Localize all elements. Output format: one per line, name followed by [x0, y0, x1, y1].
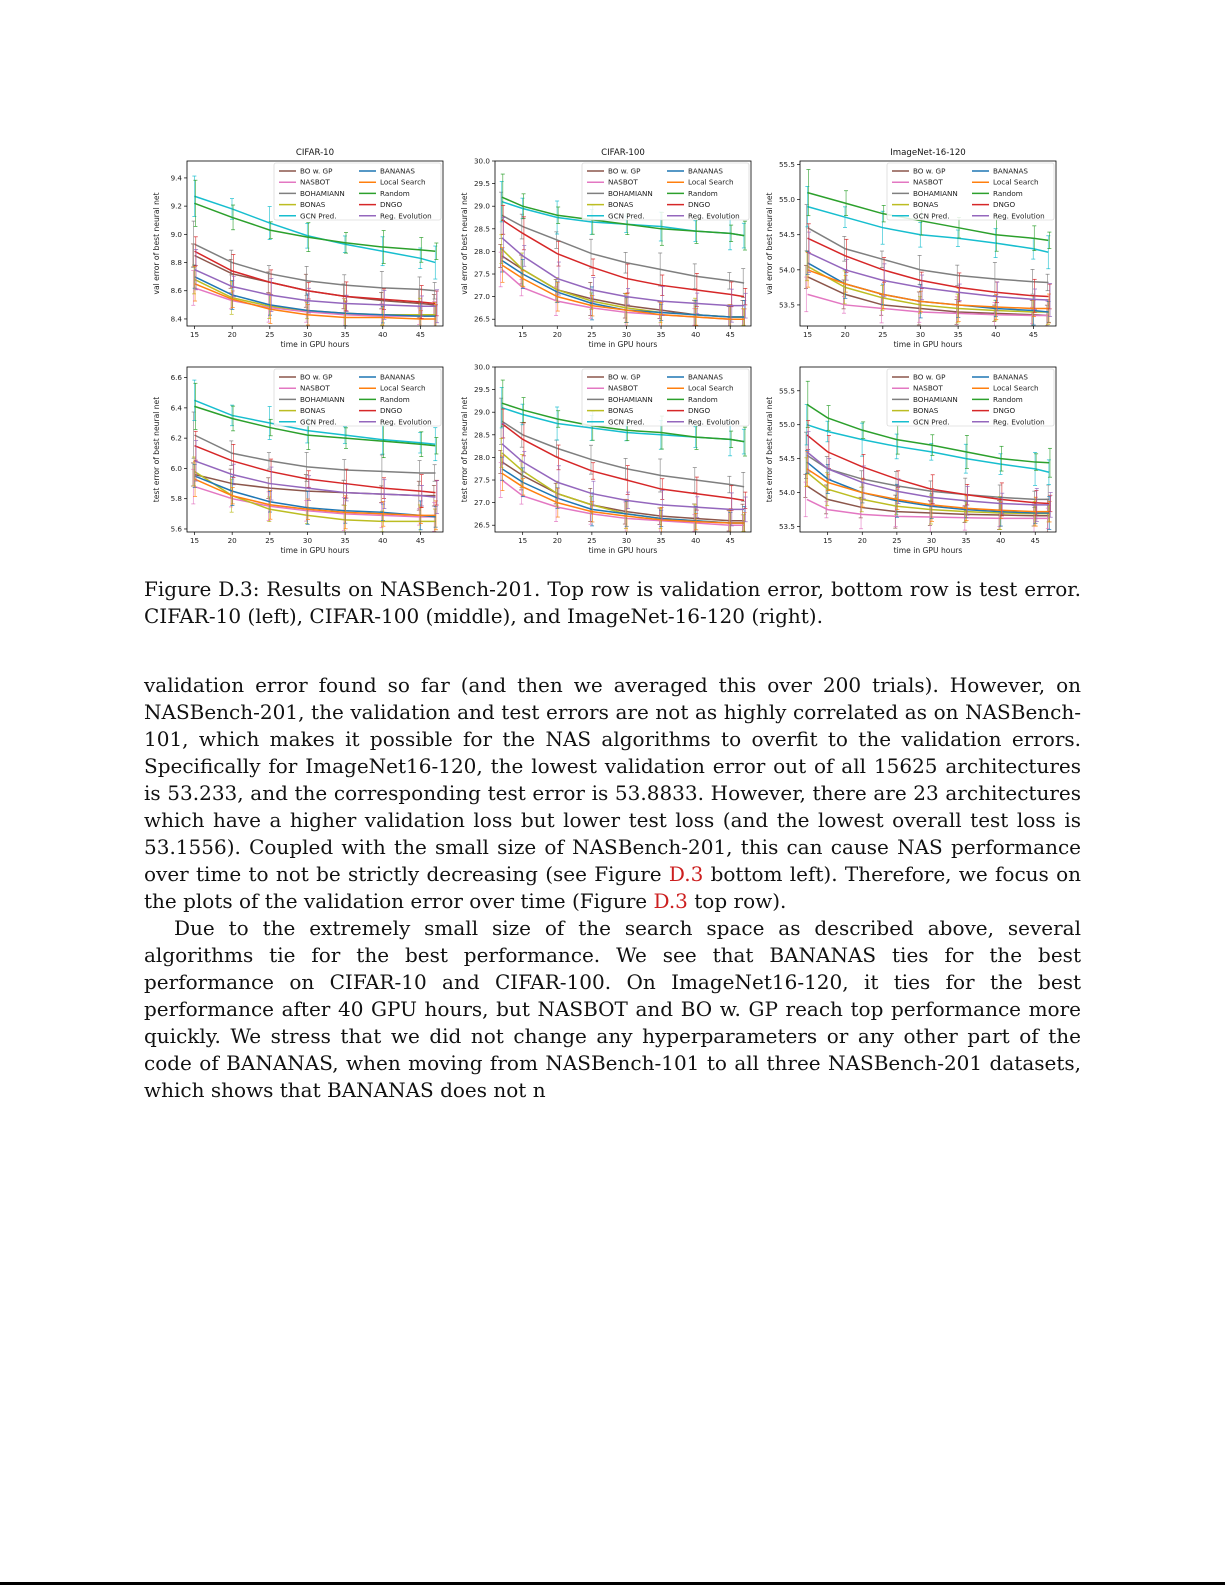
series-bo-gp [191, 463, 436, 510]
x-tick-label: 15 [189, 536, 200, 545]
x-axis-label: time in GPU hours [893, 546, 963, 555]
x-tick-label: 30 [302, 536, 313, 545]
legend-label: Random [993, 394, 1023, 404]
figure-d3-grid [150, 140, 1080, 570]
y-axis-label: val error of best neural net [152, 192, 161, 295]
y-tick-label: 28.0 [473, 452, 490, 462]
x-tick-label: 30 [621, 536, 632, 545]
legend-label: BONAS [608, 200, 634, 210]
legend-label: BANANAS [993, 372, 1028, 382]
legend-label: NASBOT [913, 383, 943, 393]
legend-label: Local Search [688, 177, 734, 187]
figure-d3 [150, 140, 1080, 570]
chart-panel-bottom-middle [460, 363, 751, 556]
x-tick-label: 20 [227, 330, 237, 339]
legend-label: Random [380, 188, 410, 198]
x-tick-label: 30 [915, 330, 926, 339]
legend-label: BOHAMIANN [913, 188, 958, 198]
y-tick-label: 9.4 [170, 173, 182, 183]
y-axis-label: val error of best neural net [765, 192, 774, 295]
series-local-search [500, 248, 746, 334]
legend-label: BANANAS [688, 166, 723, 176]
chart-title: CIFAR-10 [295, 148, 335, 158]
y-tick-label: 8.4 [170, 314, 182, 324]
y-tick-label: 27.0 [473, 498, 490, 508]
legend-label: BOHAMIANN [300, 188, 345, 198]
x-tick-label: 15 [518, 536, 528, 545]
x-tick-label: 25 [892, 536, 902, 545]
legend-label: Reg. Evolution [993, 211, 1045, 221]
x-axis-label: time in GPU hours [588, 546, 658, 555]
y-tick-label: 55.0 [778, 195, 795, 205]
series-line [502, 421, 744, 487]
legend-label: BONAS [913, 406, 939, 416]
x-axis-label: time in GPU hours [588, 340, 658, 349]
series-line [502, 444, 744, 510]
legend-label: Local Search [380, 177, 426, 187]
legend-label: BO w. GP [608, 166, 641, 176]
y-tick-label: 54.0 [778, 488, 795, 498]
legend-label: NASBOT [913, 177, 943, 187]
legend-label: Reg. Evolution [380, 417, 432, 427]
x-tick-label: 40 [996, 536, 1006, 545]
paragraph-2: Due to the extremely small size of the search space as described above, several algorithms tie for the best performance. We see that BANANAS ties for the best performance on CIFAR-10 and CIFAR-100. On ImageNet16-120, it ties for the best performance after 40 GPU hours, but NASBOT and BO w. GP reach top performance more quickly. We stress that we did not change any hyperparameters or any other part of the code of BANANAS, when moving from NASBench-101 to all three NASBench-201 datasets, which shows that BANANAS does not n [144, 916, 1081, 1102]
legend-label: Local Search [993, 383, 1039, 393]
legend-label: Random [688, 188, 718, 198]
legend-label: BANANAS [688, 372, 723, 382]
legend-label: DNGO [380, 406, 403, 416]
chart-panel-bottom-right [765, 367, 1056, 555]
y-axis-label: test error of best neural net [460, 396, 469, 503]
legend-label: BO w. GP [913, 372, 946, 382]
paragraph-1-part-2: bottom left). Therefore, we focus on the plots of the validation error over time (Figure [144, 862, 1082, 913]
legend-label: BANANAS [993, 166, 1028, 176]
legend-label: Reg. Evolution [380, 211, 432, 221]
legend-label: NASBOT [300, 383, 330, 393]
legend-label: Local Search [688, 383, 734, 393]
x-tick-label: 45 [415, 330, 425, 339]
x-tick-label: 15 [802, 330, 813, 339]
legend-label: GCN Pred. [300, 211, 337, 221]
y-tick-label: 27.0 [473, 292, 490, 302]
body-text [144, 672, 1081, 1104]
x-tick-label: 20 [552, 330, 562, 339]
x-tick-label: 25 [878, 330, 888, 339]
y-tick-label: 53.5 [778, 300, 795, 310]
legend-label: GCN Pred. [913, 211, 950, 221]
x-tick-label: 25 [265, 536, 275, 545]
series-line [502, 249, 744, 317]
x-tick-label: 15 [518, 330, 528, 339]
x-tick-label: 20 [227, 536, 237, 545]
chart-legend [582, 163, 749, 220]
legend-label: DNGO [993, 200, 1016, 210]
y-tick-label: 29.5 [473, 385, 490, 395]
legend-label: Local Search [380, 383, 426, 393]
x-axis-label: time in GPU hours [280, 340, 350, 349]
y-tick-label: 55.0 [778, 420, 795, 430]
series-bonas [805, 252, 1050, 329]
legend-label: Local Search [993, 177, 1039, 187]
legend-label: Reg. Evolution [993, 417, 1045, 427]
legend-label: NASBOT [300, 177, 330, 187]
y-tick-label: 30.0 [473, 362, 490, 372]
series-line [502, 480, 744, 525]
x-tick-label: 40 [691, 536, 701, 545]
x-tick-label: 40 [691, 330, 701, 339]
series-line [502, 260, 744, 317]
chart-title: CIFAR-100 [601, 148, 645, 158]
paragraph-1-part-3: top row). [687, 889, 787, 913]
chart-legend [274, 369, 441, 426]
y-tick-label: 29.0 [473, 201, 490, 211]
legend-label: GCN Pred. [913, 417, 950, 427]
figure-ref-link[interactable]: D.3 [668, 862, 704, 886]
chart-legend [274, 163, 441, 220]
y-tick-label: 26.5 [473, 314, 490, 324]
series-line [502, 453, 744, 523]
chart-legend [887, 369, 1054, 426]
legend-label: BOHAMIANN [300, 394, 345, 404]
x-tick-label: 35 [340, 330, 350, 339]
x-tick-label: 15 [189, 330, 200, 339]
legend-label: Reg. Evolution [688, 211, 740, 221]
x-axis-label: time in GPU hours [280, 546, 350, 555]
legend-label: Reg. Evolution [688, 417, 740, 427]
y-tick-label: 26.5 [473, 520, 490, 530]
x-tick-label: 35 [656, 536, 666, 545]
x-tick-label: 45 [1028, 330, 1038, 339]
legend-label: GCN Pred. [608, 417, 645, 427]
y-tick-label: 54.0 [778, 265, 795, 275]
y-tick-label: 55.5 [778, 160, 795, 170]
y-tick-label: 28.5 [473, 430, 490, 440]
paragraph-1 [144, 672, 1081, 915]
y-tick-label: 54.5 [778, 454, 795, 464]
y-tick-label: 5.8 [170, 494, 182, 504]
chart-title: ImageNet-16-120 [890, 148, 966, 158]
x-tick-label: 25 [265, 330, 275, 339]
x-tick-label: 30 [621, 330, 632, 339]
legend-label: GCN Pred. [300, 417, 337, 427]
x-tick-label: 45 [725, 536, 735, 545]
chart-panel-top-middle [460, 148, 751, 349]
x-tick-label: 30 [302, 330, 313, 339]
x-tick-label: 25 [587, 536, 597, 545]
series-line [502, 215, 744, 283]
y-tick-label: 54.5 [778, 230, 795, 240]
y-tick-label: 28.0 [473, 246, 490, 256]
legend-label: BO w. GP [300, 166, 333, 176]
x-tick-label: 20 [552, 536, 562, 545]
figure-caption: Figure D.3: Results on NASBench-201. Top row is validation error, bottom row is test error. CIFAR-10 (left), CIFAR-100 (middle), and ImageNet-16-120 (right). [144, 577, 1081, 628]
series-bonas [499, 235, 745, 331]
legend-label: BO w. GP [300, 372, 333, 382]
y-tick-label: 55.5 [778, 386, 795, 396]
y-tick-label: 8.6 [170, 286, 182, 296]
y-tick-label: 29.5 [473, 179, 490, 189]
y-tick-label: 29.0 [473, 407, 490, 417]
legend-label: BONAS [913, 200, 939, 210]
legend-label: DNGO [380, 200, 403, 210]
x-tick-label: 20 [857, 536, 867, 545]
legend-label: DNGO [993, 406, 1016, 416]
y-tick-label: 6.2 [170, 433, 182, 443]
series-nasbot [499, 463, 745, 540]
x-tick-label: 40 [378, 536, 388, 545]
legend-label: Random [380, 394, 410, 404]
y-tick-label: 28.5 [473, 224, 490, 234]
series-line [807, 425, 1049, 473]
y-tick-label: 9.2 [170, 201, 182, 211]
chart-panel-top-left [152, 148, 443, 349]
x-tick-label: 35 [953, 330, 963, 339]
chart-panel-top-right [765, 148, 1056, 349]
x-axis-label: time in GPU hours [893, 340, 963, 349]
x-tick-label: 45 [1030, 536, 1040, 545]
paragraph-1-part-1: validation error found so far (and then we averaged this over 200 trials). However, on NASBench-201, the validation and test errors are not as highly correlated as on NASBench-101, which makes it possible for the NAS algorithms to overfit to the validation errors. Specifically for ImageNet16-120, the lowest validation error out of all 15625 architectures is 53.233, and the corresponding test error is 53.8833. However, there are 23 architectures which have a higher validation loss but lower test loss (and the lowest overall test loss is 53.1556). Coupled with the small size of NASBench-201, this can cause NAS performance over time to not be strictly decreasing (see Figure [144, 673, 1081, 886]
legend-label: NASBOT [608, 383, 638, 393]
chart-panel-bottom-left [152, 367, 443, 555]
y-tick-label: 8.8 [170, 258, 182, 268]
figure-ref-link[interactable]: D.3 [653, 889, 688, 913]
y-tick-label: 27.5 [473, 269, 490, 279]
x-tick-label: 30 [926, 536, 937, 545]
y-axis-label: test error of best neural net [152, 396, 161, 503]
x-tick-label: 35 [961, 536, 971, 545]
legend-label: NASBOT [608, 177, 638, 187]
y-tick-label: 30.0 [473, 156, 490, 166]
x-tick-label: 40 [991, 330, 1001, 339]
series-line [807, 455, 1049, 499]
y-tick-label: 5.6 [170, 524, 182, 534]
x-tick-label: 25 [587, 330, 597, 339]
legend-label: BONAS [300, 406, 326, 416]
chart-legend [582, 369, 749, 426]
x-tick-label: 40 [378, 330, 388, 339]
y-axis-label: test error of best neural net [765, 396, 774, 503]
x-tick-label: 45 [725, 330, 735, 339]
legend-label: BO w. GP [913, 166, 946, 176]
y-axis-label: val error of best neural net [460, 192, 469, 295]
y-tick-label: 6.0 [170, 463, 182, 473]
x-tick-label: 35 [340, 536, 350, 545]
y-tick-label: 6.4 [170, 403, 182, 413]
x-tick-label: 15 [823, 536, 833, 545]
legend-label: DNGO [688, 200, 711, 210]
chart-legend [887, 163, 1054, 220]
legend-label: BANANAS [380, 166, 415, 176]
series-line [502, 238, 744, 306]
x-tick-label: 35 [656, 330, 666, 339]
legend-label: BONAS [608, 406, 634, 416]
y-tick-label: 53.5 [778, 522, 795, 532]
legend-label: BONAS [300, 200, 326, 210]
y-tick-label: 9.0 [170, 229, 182, 239]
legend-label: GCN Pred. [608, 211, 645, 221]
legend-label: BOHAMIANN [913, 394, 958, 404]
y-tick-label: 27.5 [473, 475, 490, 485]
legend-label: BO w. GP [608, 372, 641, 382]
legend-label: BOHAMIANN [608, 188, 653, 198]
x-tick-label: 20 [840, 330, 850, 339]
legend-label: BANANAS [380, 372, 415, 382]
legend-label: BOHAMIANN [608, 394, 653, 404]
x-tick-label: 45 [415, 536, 425, 545]
legend-label: DNGO [688, 406, 711, 416]
series-bo-gp [498, 244, 744, 333]
legend-label: Random [993, 188, 1023, 198]
legend-label: Random [688, 394, 718, 404]
y-tick-label: 6.6 [170, 373, 182, 383]
series-line [807, 472, 1049, 513]
series-dngo [501, 205, 747, 306]
